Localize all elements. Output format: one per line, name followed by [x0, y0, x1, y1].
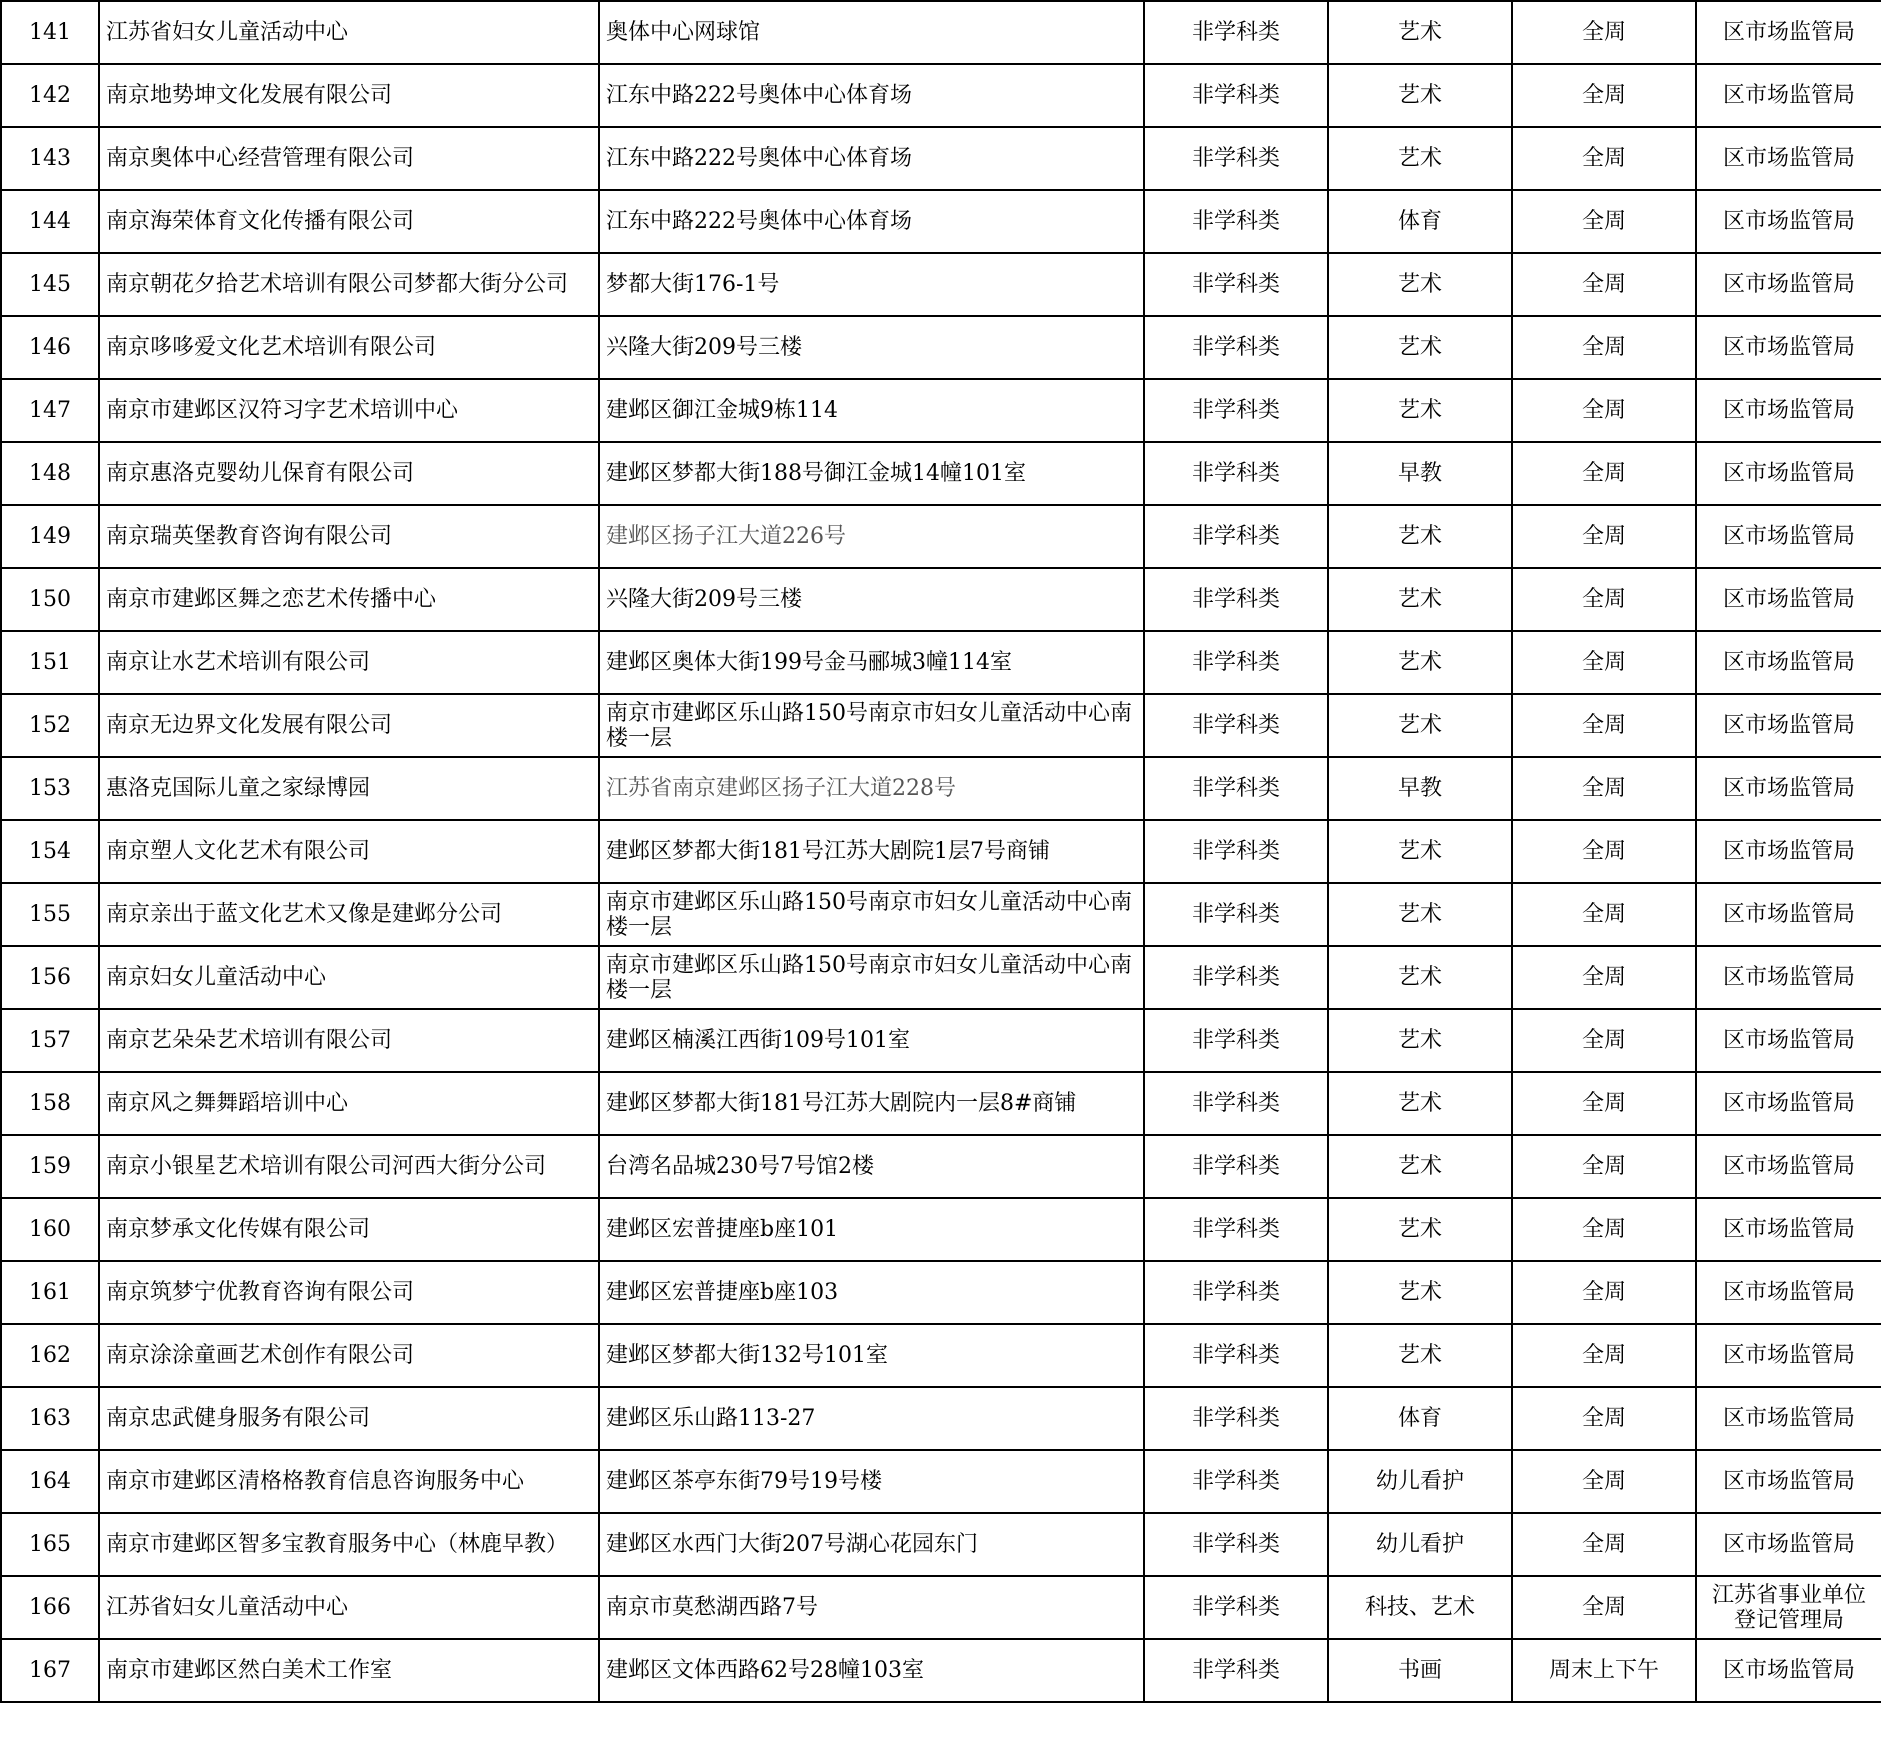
institution-name: 南京涂涂童画艺术创作有限公司: [99, 1324, 599, 1387]
row-number: 167: [1, 1639, 99, 1702]
training-type-cell: 幼儿看护: [1328, 1513, 1512, 1576]
institution-name: 南京市建邺区智多宝教育服务中心（林鹿早教）: [99, 1513, 599, 1576]
table-row: [1, 1261, 1881, 1324]
schedule-cell: 全周: [1512, 1009, 1696, 1072]
address-cell: 建邺区楠溪江西街109号101室: [599, 1009, 1144, 1072]
category-cell: 非学科类: [1144, 946, 1328, 1009]
training-type-cell: 艺术: [1328, 1, 1512, 64]
category-cell: 非学科类: [1144, 127, 1328, 190]
training-type-cell: 艺术: [1328, 127, 1512, 190]
schedule-cell: 全周: [1512, 1387, 1696, 1450]
authority-cell: 区市场监管局: [1696, 1450, 1881, 1513]
category-cell: 非学科类: [1144, 1513, 1328, 1576]
institution-name: 南京艺朵朵艺术培训有限公司: [99, 1009, 599, 1072]
institution-name: 南京梦承文化传媒有限公司: [99, 1198, 599, 1261]
row-number: 144: [1, 190, 99, 253]
category-cell: 非学科类: [1144, 1261, 1328, 1324]
row-number: 164: [1, 1450, 99, 1513]
address-cell: 南京市建邺区乐山路150号南京市妇女儿童活动中心南楼一层: [599, 694, 1144, 757]
institution-name: 南京筑梦宁优教育咨询有限公司: [99, 1261, 599, 1324]
row-number: 146: [1, 316, 99, 379]
category-cell: 非学科类: [1144, 1198, 1328, 1261]
authority-cell: 区市场监管局: [1696, 1261, 1881, 1324]
authority-cell: 区市场监管局: [1696, 1135, 1881, 1198]
institution-name: 江苏省妇女儿童活动中心: [99, 1576, 599, 1639]
schedule-cell: 全周: [1512, 190, 1696, 253]
row-number: 148: [1, 442, 99, 505]
institution-name: 南京忠武健身服务有限公司: [99, 1387, 599, 1450]
category-cell: 非学科类: [1144, 316, 1328, 379]
training-type-cell: 体育: [1328, 190, 1512, 253]
schedule-cell: 全周: [1512, 883, 1696, 946]
table-row: [1, 1072, 1881, 1135]
schedule-cell: 全周: [1512, 1324, 1696, 1387]
schedule-cell: 全周: [1512, 379, 1696, 442]
table-row: [1, 946, 1881, 1009]
category-cell: 非学科类: [1144, 1639, 1328, 1702]
schedule-cell: 全周: [1512, 1198, 1696, 1261]
category-cell: 非学科类: [1144, 190, 1328, 253]
schedule-cell: 全周: [1512, 1450, 1696, 1513]
table-row: [1, 64, 1881, 127]
category-cell: 非学科类: [1144, 253, 1328, 316]
table-row: [1, 1513, 1881, 1576]
institution-name: 南京地势坤文化发展有限公司: [99, 64, 599, 127]
table-row: [1, 1135, 1881, 1198]
address-cell: 建邺区扬子江大道226号: [599, 505, 1144, 568]
institution-name: 南京哆哆爱文化艺术培训有限公司: [99, 316, 599, 379]
table-row: [1, 1450, 1881, 1513]
authority-cell: 区市场监管局: [1696, 1324, 1881, 1387]
row-number: 155: [1, 883, 99, 946]
authority-cell: 区市场监管局: [1696, 568, 1881, 631]
authority-cell: 区市场监管局: [1696, 442, 1881, 505]
training-type-cell: 幼儿看护: [1328, 1450, 1512, 1513]
row-number: 153: [1, 757, 99, 820]
schedule-cell: 全周: [1512, 442, 1696, 505]
table-row: [1, 757, 1881, 820]
authority-cell: 区市场监管局: [1696, 883, 1881, 946]
authority-cell: 区市场监管局: [1696, 820, 1881, 883]
schedule-cell: 全周: [1512, 820, 1696, 883]
table-row: [1, 379, 1881, 442]
authority-cell: 区市场监管局: [1696, 1, 1881, 64]
schedule-cell: 全周: [1512, 694, 1696, 757]
authority-cell: 江苏省事业单位登记管理局: [1696, 1576, 1881, 1639]
institution-name: 南京市建邺区汉符习字艺术培训中心: [99, 379, 599, 442]
training-type-cell: 艺术: [1328, 316, 1512, 379]
row-number: 160: [1, 1198, 99, 1261]
institution-name: 南京瑞英堡教育咨询有限公司: [99, 505, 599, 568]
training-type-cell: 体育: [1328, 1387, 1512, 1450]
schedule-cell: 全周: [1512, 1135, 1696, 1198]
row-number: 143: [1, 127, 99, 190]
institution-name: 南京奥体中心经营管理有限公司: [99, 127, 599, 190]
institution-name: 南京市建邺区清格格教育信息咨询服务中心: [99, 1450, 599, 1513]
row-number: 152: [1, 694, 99, 757]
training-type-cell: 艺术: [1328, 568, 1512, 631]
training-type-cell: 科技、艺术: [1328, 1576, 1512, 1639]
schedule-cell: 全周: [1512, 253, 1696, 316]
category-cell: 非学科类: [1144, 1, 1328, 64]
row-number: 161: [1, 1261, 99, 1324]
institution-name: 江苏省妇女儿童活动中心: [99, 1, 599, 64]
row-number: 154: [1, 820, 99, 883]
table-row: [1, 1198, 1881, 1261]
table-row: [1, 442, 1881, 505]
table-row: [1, 883, 1881, 946]
category-cell: 非学科类: [1144, 1387, 1328, 1450]
schedule-cell: 全周: [1512, 1576, 1696, 1639]
training-type-cell: 艺术: [1328, 505, 1512, 568]
row-number: 166: [1, 1576, 99, 1639]
training-type-cell: 艺术: [1328, 694, 1512, 757]
schedule-cell: 全周: [1512, 568, 1696, 631]
category-cell: 非学科类: [1144, 568, 1328, 631]
row-number: 158: [1, 1072, 99, 1135]
address-cell: 梦都大街176-1号: [599, 253, 1144, 316]
table-row: [1, 568, 1881, 631]
authority-cell: 区市场监管局: [1696, 190, 1881, 253]
address-cell: 南京市莫愁湖西路7号: [599, 1576, 1144, 1639]
schedule-cell: 全周: [1512, 1261, 1696, 1324]
training-type-cell: 艺术: [1328, 64, 1512, 127]
category-cell: 非学科类: [1144, 1135, 1328, 1198]
address-cell: 建邺区梦都大街181号江苏大剧院1层7号商铺: [599, 820, 1144, 883]
training-type-cell: 艺术: [1328, 946, 1512, 1009]
authority-cell: 区市场监管局: [1696, 1198, 1881, 1261]
training-type-cell: 艺术: [1328, 1198, 1512, 1261]
authority-cell: 区市场监管局: [1696, 253, 1881, 316]
authority-cell: 区市场监管局: [1696, 946, 1881, 1009]
address-cell: 建邺区宏普捷座b座103: [599, 1261, 1144, 1324]
authority-cell: 区市场监管局: [1696, 1387, 1881, 1450]
address-cell: 建邺区梦都大街188号御江金城14幢101室: [599, 442, 1144, 505]
authority-cell: 区市场监管局: [1696, 127, 1881, 190]
schedule-cell: 全周: [1512, 64, 1696, 127]
address-cell: 兴隆大街209号三楼: [599, 316, 1144, 379]
row-number: 141: [1, 1, 99, 64]
authority-cell: 区市场监管局: [1696, 379, 1881, 442]
category-cell: 非学科类: [1144, 757, 1328, 820]
training-type-cell: 艺术: [1328, 1135, 1512, 1198]
address-cell: 建邺区宏普捷座b座101: [599, 1198, 1144, 1261]
row-number: 145: [1, 253, 99, 316]
institution-name: 南京小银星艺术培训有限公司河西大街分公司: [99, 1135, 599, 1198]
row-number: 150: [1, 568, 99, 631]
table-row: [1, 1324, 1881, 1387]
schedule-cell: 周末上下午: [1512, 1639, 1696, 1702]
institution-name: 南京妇女儿童活动中心: [99, 946, 599, 1009]
table-row: [1, 631, 1881, 694]
institution-name: 南京惠洛克婴幼儿保育有限公司: [99, 442, 599, 505]
address-cell: 建邺区梦都大街132号101室: [599, 1324, 1144, 1387]
training-type-cell: 艺术: [1328, 631, 1512, 694]
category-cell: 非学科类: [1144, 1576, 1328, 1639]
address-cell: 兴隆大街209号三楼: [599, 568, 1144, 631]
row-number: 165: [1, 1513, 99, 1576]
training-type-cell: 艺术: [1328, 1261, 1512, 1324]
training-type-cell: 艺术: [1328, 1072, 1512, 1135]
institution-name: 南京风之舞舞蹈培训中心: [99, 1072, 599, 1135]
category-cell: 非学科类: [1144, 694, 1328, 757]
row-number: 157: [1, 1009, 99, 1072]
training-type-cell: 书画: [1328, 1639, 1512, 1702]
row-number: 163: [1, 1387, 99, 1450]
authority-cell: 区市场监管局: [1696, 316, 1881, 379]
authority-cell: 区市场监管局: [1696, 1009, 1881, 1072]
address-cell: 台湾名品城230号7号馆2楼: [599, 1135, 1144, 1198]
address-cell: 江东中路222号奥体中心体育场: [599, 190, 1144, 253]
row-number: 159: [1, 1135, 99, 1198]
table-body: [1, 1, 1881, 1702]
category-cell: 非学科类: [1144, 631, 1328, 694]
institution-name: 南京让水艺术培训有限公司: [99, 631, 599, 694]
schedule-cell: 全周: [1512, 631, 1696, 694]
address-cell: 建邺区乐山路113-27: [599, 1387, 1144, 1450]
training-type-cell: 艺术: [1328, 883, 1512, 946]
table-row: [1, 1576, 1881, 1639]
category-cell: 非学科类: [1144, 442, 1328, 505]
table-row: [1, 190, 1881, 253]
address-cell: 建邺区梦都大街181号江苏大剧院内一层8#商铺: [599, 1072, 1144, 1135]
address-cell: 南京市建邺区乐山路150号南京市妇女儿童活动中心南楼一层: [599, 883, 1144, 946]
training-type-cell: 早教: [1328, 757, 1512, 820]
schedule-cell: 全周: [1512, 505, 1696, 568]
table-row: [1, 316, 1881, 379]
table-row: [1, 505, 1881, 568]
address-cell: 江东中路222号奥体中心体育场: [599, 127, 1144, 190]
address-cell: 建邺区水西门大街207号湖心花园东门: [599, 1513, 1144, 1576]
row-number: 162: [1, 1324, 99, 1387]
authority-cell: 区市场监管局: [1696, 64, 1881, 127]
training-type-cell: 艺术: [1328, 379, 1512, 442]
category-cell: 非学科类: [1144, 1450, 1328, 1513]
institution-name: 南京海荣体育文化传播有限公司: [99, 190, 599, 253]
institution-name: 南京塑人文化艺术有限公司: [99, 820, 599, 883]
institution-name: 南京亲出于蓝文化艺术又像是建邺分公司: [99, 883, 599, 946]
row-number: 156: [1, 946, 99, 1009]
row-number: 147: [1, 379, 99, 442]
table-row: [1, 1639, 1881, 1702]
category-cell: 非学科类: [1144, 505, 1328, 568]
row-number: 142: [1, 64, 99, 127]
authority-cell: 区市场监管局: [1696, 505, 1881, 568]
schedule-cell: 全周: [1512, 316, 1696, 379]
row-number: 151: [1, 631, 99, 694]
institution-name: 南京朝花夕拾艺术培训有限公司梦都大街分公司: [99, 253, 599, 316]
table-row: [1, 1, 1881, 64]
address-cell: 南京市建邺区乐山路150号南京市妇女儿童活动中心南楼一层: [599, 946, 1144, 1009]
category-cell: 非学科类: [1144, 1072, 1328, 1135]
address-cell: 奥体中心网球馆: [599, 1, 1144, 64]
table-row: [1, 1009, 1881, 1072]
address-cell: 江苏省南京建邺区扬子江大道228号: [599, 757, 1144, 820]
table-row: [1, 253, 1881, 316]
training-type-cell: 艺术: [1328, 1324, 1512, 1387]
address-cell: 江东中路222号奥体中心体育场: [599, 64, 1144, 127]
row-number: 149: [1, 505, 99, 568]
category-cell: 非学科类: [1144, 64, 1328, 127]
address-cell: 建邺区御江金城9栋114: [599, 379, 1144, 442]
schedule-cell: 全周: [1512, 127, 1696, 190]
training-type-cell: 艺术: [1328, 253, 1512, 316]
schedule-cell: 全周: [1512, 1072, 1696, 1135]
authority-cell: 区市场监管局: [1696, 1513, 1881, 1576]
authority-cell: 区市场监管局: [1696, 1639, 1881, 1702]
table-row: [1, 820, 1881, 883]
training-type-cell: 艺术: [1328, 820, 1512, 883]
category-cell: 非学科类: [1144, 379, 1328, 442]
training-type-cell: 艺术: [1328, 1009, 1512, 1072]
category-cell: 非学科类: [1144, 1009, 1328, 1072]
schedule-cell: 全周: [1512, 1513, 1696, 1576]
institution-name: 南京市建邺区然白美术工作室: [99, 1639, 599, 1702]
institution-name: 南京市建邺区舞之恋艺术传播中心: [99, 568, 599, 631]
address-cell: 建邺区文体西路62号28幢103室: [599, 1639, 1144, 1702]
category-cell: 非学科类: [1144, 1324, 1328, 1387]
institution-name: 南京无边界文化发展有限公司: [99, 694, 599, 757]
category-cell: 非学科类: [1144, 883, 1328, 946]
training-type-cell: 早教: [1328, 442, 1512, 505]
address-cell: 建邺区茶亭东街79号19号楼: [599, 1450, 1144, 1513]
table-row: [1, 1387, 1881, 1450]
authority-cell: 区市场监管局: [1696, 1072, 1881, 1135]
authority-cell: 区市场监管局: [1696, 631, 1881, 694]
institution-name: 惠洛克国际儿童之家绿博园: [99, 757, 599, 820]
authority-cell: 区市场监管局: [1696, 757, 1881, 820]
table-row: [1, 694, 1881, 757]
schedule-cell: 全周: [1512, 757, 1696, 820]
table-row: [1, 127, 1881, 190]
authority-cell: 区市场监管局: [1696, 694, 1881, 757]
schedule-cell: 全周: [1512, 1, 1696, 64]
category-cell: 非学科类: [1144, 820, 1328, 883]
address-cell: 建邺区奥体大街199号金马郦城3幢114室: [599, 631, 1144, 694]
schedule-cell: 全周: [1512, 946, 1696, 1009]
